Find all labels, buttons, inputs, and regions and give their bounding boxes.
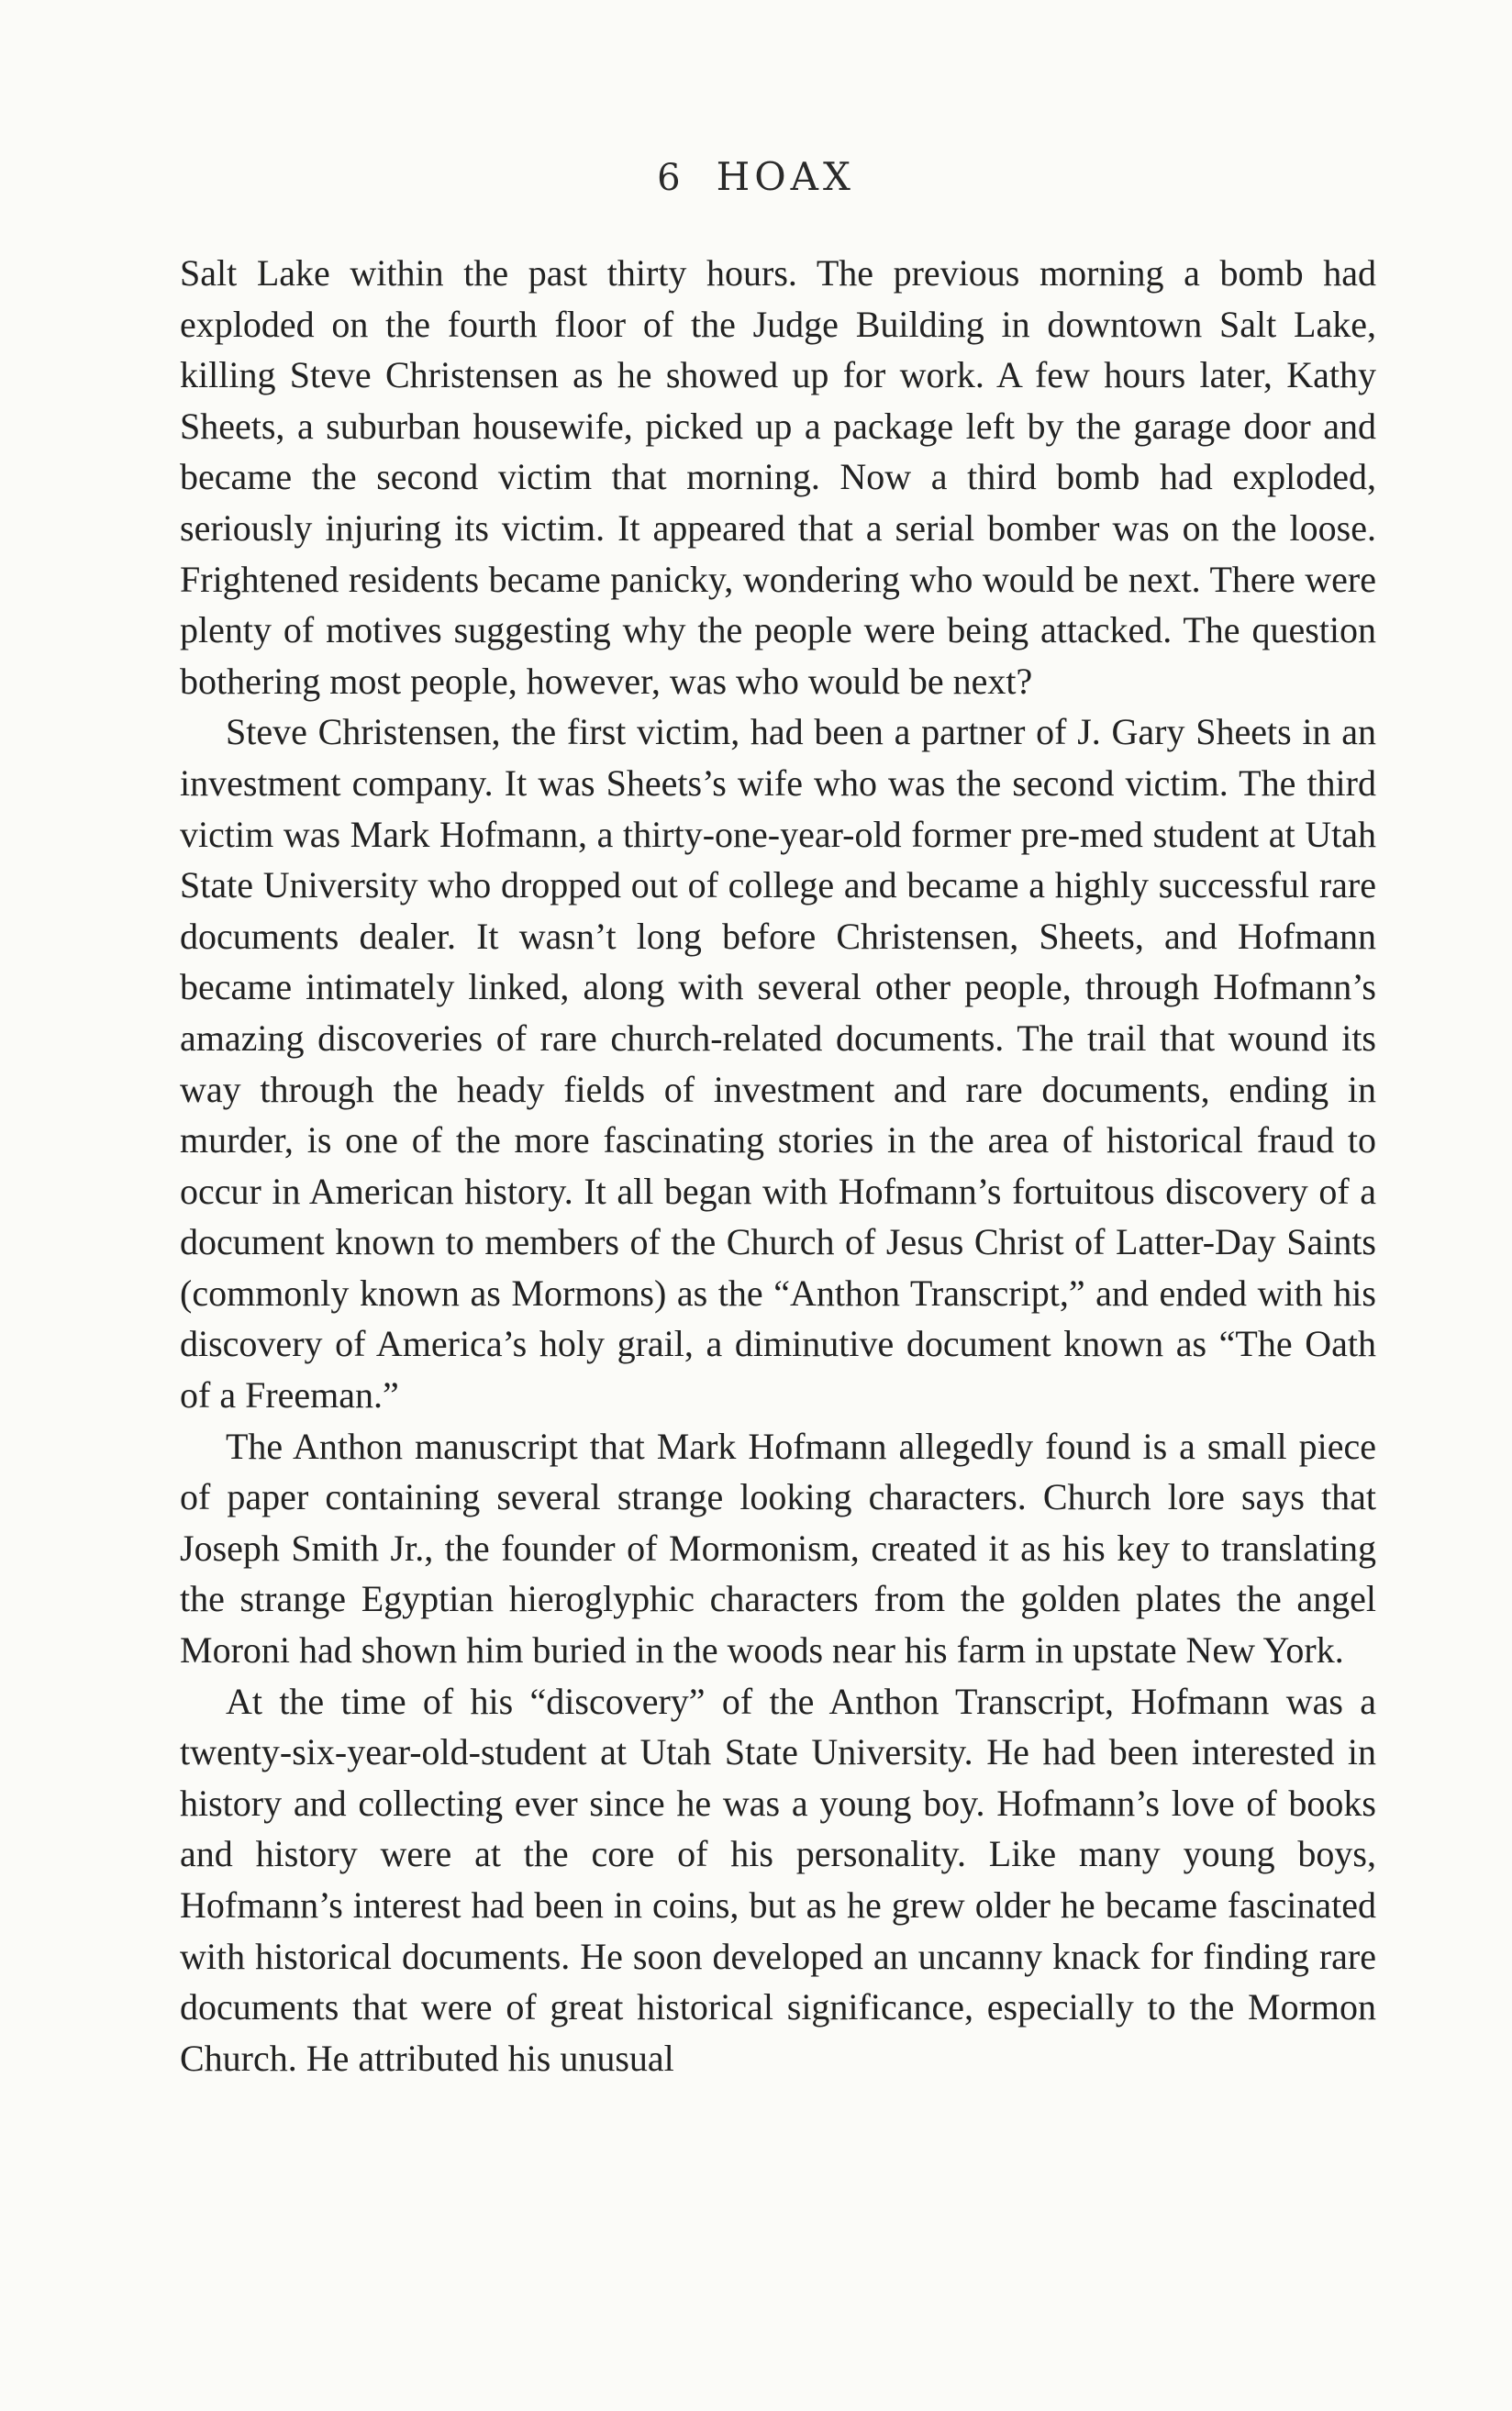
paragraph: Steve Christensen, the first victim, had been a partner of J. Gary Sheets in an investment company. It was Sheets’s wife who was the second victim. The third victim was Mark Hofmann, a thirty-one-year-old former pre-med student at Utah State University who dropped out of college and became a highly successful rare documents dealer. It wasn’t long before Christensen, Sheets, and Hofmann became intimately linked, along with several other people, through Hofmann’s amazing discoveries of rare church-related documents. The trail that wound its way through the heady fields of investment and rare documents, ending in murder, is one of the more fascinating stories in the area of historical fraud to occur in American history. It all began with Hofmann’s fortuitous discovery of a document known to members of the Church of Jesus Christ of Latter-Day Saints (commonly known as Mormons) as the “Anthon Transcript,” and ended with his discovery of America’s holy grail, a diminutive document known as “The Oath of a Freeman.” <box>180 711 1376 1417</box>
page-number: 6 <box>657 157 682 199</box>
body-text <box>180 248 1376 2083</box>
paragraph: At the time of his “discovery” of the Anthon Transcript, Hofmann was a twenty-six-year-old-student at Utah State University. He had been interested in history and collecting ever since he was a young boy. Hofmann’s love of books and history were at the core of his personality. Like many young boys, Hofmann’s interest had been in coins, but as he grew older he became fascinated with historical documents. He soon developed an uncanny knack for finding rare documents that were of great historical significance, especially to the Mormon Church. He attributed his unusual <box>180 1680 1376 2079</box>
running-head <box>0 154 1512 199</box>
paragraph: The Anthon manuscript that Mark Hofmann allegedly found is a small piece of paper containing several strange looking characters. Church lore says that Joseph Smith Jr., the founder of Mormonism, created it as his key to translating the strange Egyptian hieroglyphic characters from the golden plates the angel Moroni had shown him buried in the woods near his farm in upstate New York. <box>180 1425 1376 1672</box>
book-title: HOAX <box>716 154 855 199</box>
paragraph: Salt Lake within the past thirty hours. The previous morning a bomb had exploded on the fourth floor of the Judge Building in downtown Salt Lake, killing Steve Christensen as he showed up for work. A few hours later, Kathy Sheets, a suburban housewife, picked up a package left by the garage door and became the second victim that morning. Now a third bomb had exploded, seriously injuring its victim. It appeared that a serial bomber was on the loose. Frightened residents became panicky, wondering who would be next. There were plenty of motives suggesting why the people were being attacked. The question bothering most people, however, was who would be next? <box>180 252 1376 702</box>
